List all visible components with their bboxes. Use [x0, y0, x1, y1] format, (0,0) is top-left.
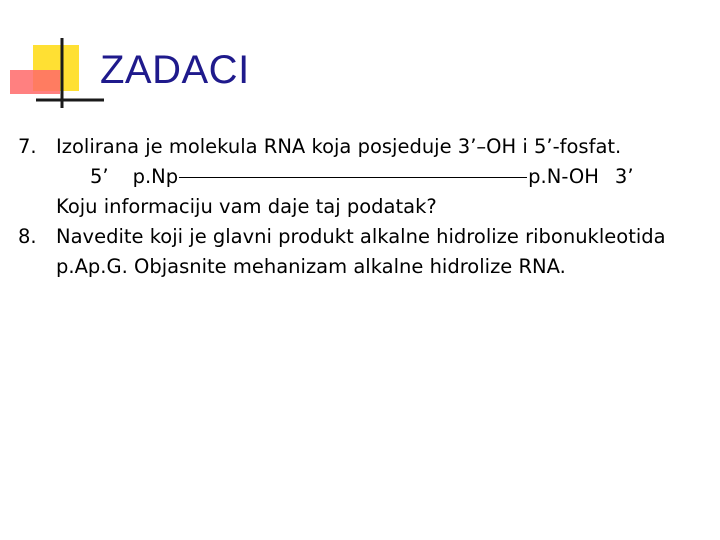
task-item-8 [18, 222, 708, 282]
task-text: Navedite koji je glavni produkt alkalne hidrolize ribonukleotida p.Ap.G. Objasnite mehanizam alkalne hidrolize RNA. [56, 225, 666, 278]
title-decoration [0, 0, 110, 120]
task-number: 8. [18, 225, 37, 248]
sequence-right-group: p.N-OH [528, 165, 599, 188]
slide-title: ZADACI [100, 48, 250, 92]
sequence-left-group: p.Np [132, 165, 179, 188]
task-number: 7. [18, 135, 37, 158]
decoration-red-bar [10, 70, 60, 94]
sequence-3-end: 3’ [614, 165, 634, 188]
sequence-bond-line [179, 177, 527, 179]
task-question-line: Koju informaciju vam daje taj podatak? [56, 195, 437, 218]
task-list [18, 132, 708, 282]
rna-sequence [56, 162, 708, 192]
sequence-5-end: 5’ [90, 165, 109, 188]
task-item-7 [18, 132, 708, 222]
task-text-line: Izolirana je molekula RNA koja posjeduje 3’–OH i 5’-fosfat. [56, 135, 622, 158]
